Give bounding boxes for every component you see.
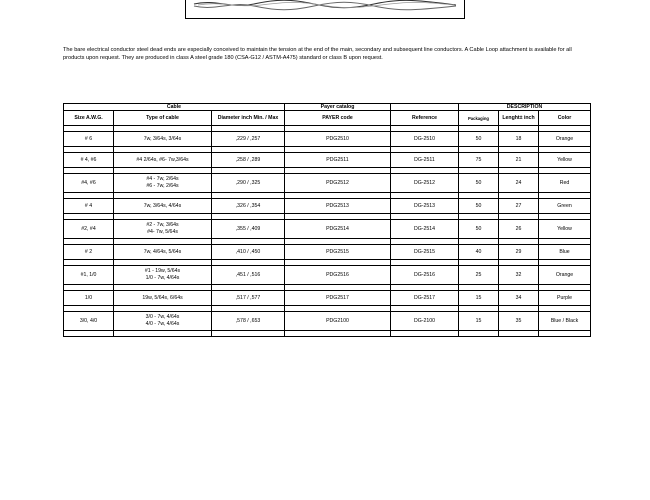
cell-code: PDG2512 xyxy=(285,174,391,193)
spacer-cell xyxy=(459,331,499,337)
cell-diameter: ,229 / ,257 xyxy=(212,132,285,147)
cell-color: Green xyxy=(539,199,591,214)
cell-diameter: ,290 / ,325 xyxy=(212,174,285,193)
spacer-cell xyxy=(391,331,459,337)
cable-type-line: 3/0 - 7w, 4/64s xyxy=(145,314,180,320)
cell-code: PDG2514 xyxy=(285,220,391,239)
cell-pack: 15 xyxy=(459,312,499,331)
cell-type xyxy=(114,291,212,306)
cell-size: #2, #4 xyxy=(64,220,114,239)
cable-type-line: 7w, 4/64s, 5/64s xyxy=(143,248,182,255)
cable-type-line-2: #6 - 7w, 2/64s xyxy=(146,183,179,189)
cell-color: Yellow xyxy=(539,153,591,168)
table-row xyxy=(64,153,591,168)
cell-color: Red xyxy=(539,174,591,193)
dead-end-wire-illustration xyxy=(186,0,464,18)
cable-type-line-2: 4/0 - 7w, 4/64s xyxy=(145,321,180,327)
col-packaging: Packaging xyxy=(459,111,499,126)
cell-pack: 50 xyxy=(459,220,499,239)
cell-code: PDG2513 xyxy=(285,199,391,214)
cell-color: Purple xyxy=(539,291,591,306)
cell-type xyxy=(114,266,212,285)
cell-size: # 6 xyxy=(64,132,114,147)
group-header-payer: Payer catalog xyxy=(285,104,391,111)
cable-type-line-2: #4- 7w, 5/64s xyxy=(147,229,178,235)
cell-ref: DG-2510 xyxy=(391,132,459,147)
cell-code: PDG2515 xyxy=(285,245,391,260)
cell-pack: 15 xyxy=(459,291,499,306)
cable-type-line: #2 - 7w, 3/64s xyxy=(146,222,179,228)
cell-ref: DG-2513 xyxy=(391,199,459,214)
col-reference: Reference xyxy=(391,111,459,126)
specification-table xyxy=(63,103,591,337)
cell-length: 35 xyxy=(499,312,539,331)
cell-code: PDG2100 xyxy=(285,312,391,331)
cell-type xyxy=(114,174,212,193)
cable-type-line: #4 2/64s, #6- 7w,3/64s xyxy=(136,156,189,163)
cell-ref: DG-2517 xyxy=(391,291,459,306)
cell-size: 3/0, 4/0 xyxy=(64,312,114,331)
cable-type-line: 7w, 3/64s, 3/64s xyxy=(143,135,182,142)
cable-type-line: #4 - 7w, 2/64s xyxy=(146,176,179,182)
cell-size: # 2 xyxy=(64,245,114,260)
col-length: Lenght± inch xyxy=(499,111,539,126)
group-header-blank xyxy=(391,104,459,111)
cell-ref: DG-2516 xyxy=(391,266,459,285)
table-row xyxy=(64,312,591,331)
cell-ref: DG-2100 xyxy=(391,312,459,331)
spacer-cell xyxy=(212,331,285,337)
cell-ref: DG-2515 xyxy=(391,245,459,260)
cell-diameter: ,578 / ,653 xyxy=(212,312,285,331)
cell-code: PDG2517 xyxy=(285,291,391,306)
table-row xyxy=(64,291,591,306)
cell-size: 1/0 xyxy=(64,291,114,306)
spacer-cell xyxy=(499,331,539,337)
table-row xyxy=(64,245,591,260)
cell-type xyxy=(114,245,212,260)
cell-size: # 4, #6 xyxy=(64,153,114,168)
cable-type-line: 19w, 5/64s, 6/64s xyxy=(142,294,183,301)
cell-length: 24 xyxy=(499,174,539,193)
spacer-cell xyxy=(64,331,114,337)
cell-pack: 40 xyxy=(459,245,499,260)
cell-ref: DG-2512 xyxy=(391,174,459,193)
cell-code: PDG2511 xyxy=(285,153,391,168)
cell-length: 21 xyxy=(499,153,539,168)
product-image xyxy=(185,0,465,19)
cell-pack: 50 xyxy=(459,199,499,214)
cell-size: # 4 xyxy=(64,199,114,214)
cell-length: 26 xyxy=(499,220,539,239)
cell-code: PDG2510 xyxy=(285,132,391,147)
cable-type-line-2: 1/0 - 7w, 4/64s xyxy=(145,275,180,281)
cell-diameter: ,517 / ,577 xyxy=(212,291,285,306)
cell-size: #1, 1/0 xyxy=(64,266,114,285)
cell-diameter: ,355 / ,409 xyxy=(212,220,285,239)
spacer-row xyxy=(64,331,591,337)
cell-color: Blue / Black xyxy=(539,312,591,331)
spacer-cell xyxy=(114,331,212,337)
col-payer-code: PAYER code xyxy=(285,111,391,126)
cell-color: Yellow xyxy=(539,220,591,239)
cell-color: Orange xyxy=(539,132,591,147)
cell-code: PDG2516 xyxy=(285,266,391,285)
cell-length: 29 xyxy=(499,245,539,260)
col-type: Type of cable xyxy=(114,111,212,126)
cell-diameter: ,451 / ,516 xyxy=(212,266,285,285)
intro-paragraph: The bare electrical conductor steel dead ends are especially conceived to maintain the tension at the end of the main, secondary and subsequent line conductors. A Cable Loop attachment is available for all products upon request. They are produced in class A steel grade 180 (CSA-G12 / ASTM-A475) standard or class B upon request. xyxy=(63,47,572,61)
cell-diameter: ,326 / ,354 xyxy=(212,199,285,214)
cell-color: Orange xyxy=(539,266,591,285)
cell-type xyxy=(114,199,212,214)
spacer-cell xyxy=(285,331,391,337)
col-diameter: Diameter inch Min. / Max xyxy=(212,111,285,126)
cell-ref: DG-2511 xyxy=(391,153,459,168)
cell-diameter: ,410 / ,450 xyxy=(212,245,285,260)
table-row xyxy=(64,174,591,193)
cell-length: 18 xyxy=(499,132,539,147)
group-header-description: DESCRIPTION xyxy=(459,104,591,111)
cable-type-line: #1 - 19w, 5/64s xyxy=(144,268,181,274)
table-row xyxy=(64,132,591,147)
cell-size: #4, #6 xyxy=(64,174,114,193)
cell-pack: 25 xyxy=(459,266,499,285)
table-row xyxy=(64,199,591,214)
cell-length: 27 xyxy=(499,199,539,214)
group-header-cable: Cable xyxy=(64,104,285,111)
cell-pack: 50 xyxy=(459,174,499,193)
table-row xyxy=(64,220,591,239)
cell-ref: DG-2514 xyxy=(391,220,459,239)
cell-type xyxy=(114,132,212,147)
cell-pack: 75 xyxy=(459,153,499,168)
cell-diameter: ,258 / ,289 xyxy=(212,153,285,168)
table-row xyxy=(64,266,591,285)
cell-type xyxy=(114,153,212,168)
cell-type xyxy=(114,312,212,331)
table-body xyxy=(64,126,591,337)
cable-type-line: 7w, 3/64s, 4/64s xyxy=(143,202,182,209)
col-size: Size A.W.G. xyxy=(64,111,114,126)
cell-length: 32 xyxy=(499,266,539,285)
cell-pack: 50 xyxy=(459,132,499,147)
cell-color: Blue xyxy=(539,245,591,260)
col-color: Color xyxy=(539,111,591,126)
cell-type xyxy=(114,220,212,239)
cell-length: 34 xyxy=(499,291,539,306)
spacer-cell xyxy=(539,331,591,337)
